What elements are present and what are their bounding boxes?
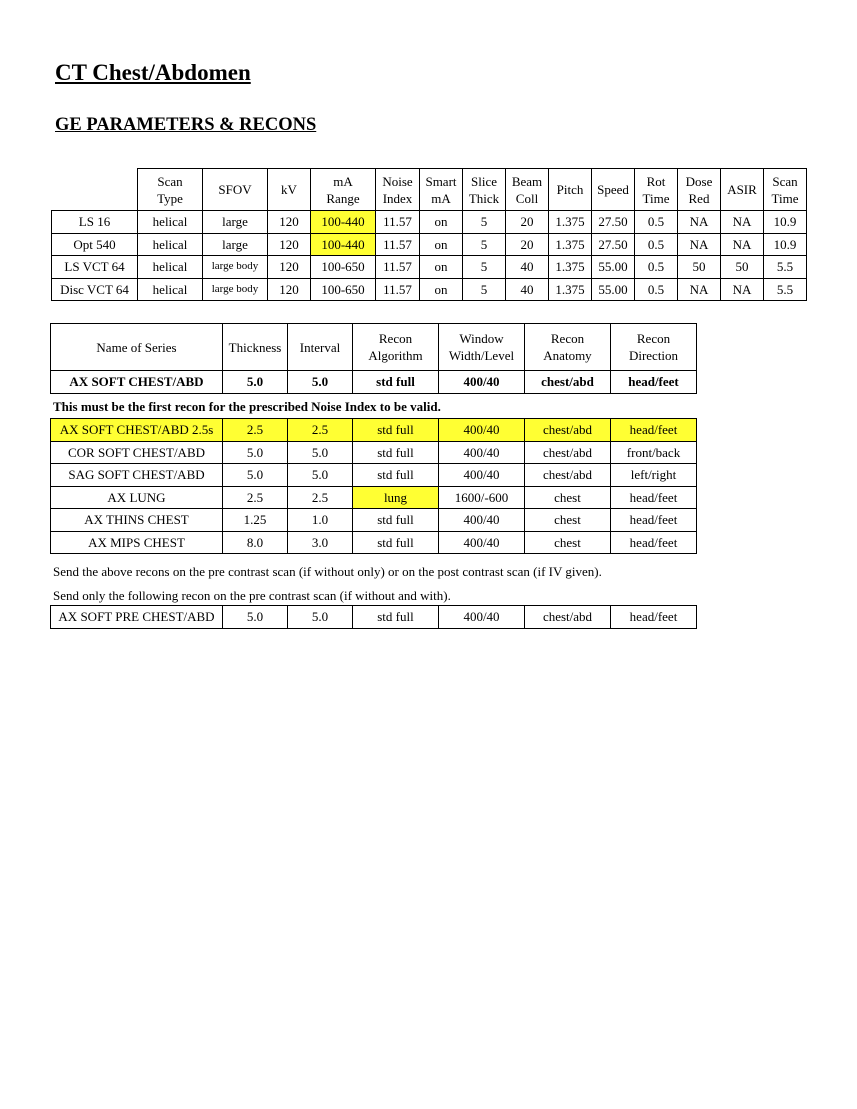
params-cell: 0.5 [635, 233, 678, 256]
params-cell: 0.5 [635, 211, 678, 234]
recons-header-cell: Recon Algorithm [353, 324, 439, 371]
recons-cell: std full [353, 531, 439, 554]
params-header-cell: Scan Time [764, 169, 807, 211]
recons-row [51, 441, 697, 464]
params-cell: 100-650 [311, 278, 376, 301]
recons-header-cell: Name of Series [51, 324, 223, 371]
params-cell: NA [678, 233, 721, 256]
params-cell: Opt 540 [52, 233, 138, 256]
recons-cell: AX SOFT PRE CHEST/ABD [51, 606, 223, 629]
recons-cell: AX THINS CHEST [51, 509, 223, 532]
params-cell: 5 [463, 278, 506, 301]
params-cell: large [203, 211, 268, 234]
params-cell: NA [721, 233, 764, 256]
params-header-cell: Beam Coll [506, 169, 549, 211]
params-header-cell: ASIR [721, 169, 764, 211]
recons-cell: std full [353, 441, 439, 464]
recons-cell: 1.0 [288, 509, 353, 532]
params-cell: large body [203, 278, 268, 301]
params-cell: 5 [463, 211, 506, 234]
recons-cell: 5.0 [223, 441, 288, 464]
recons-cell: 2.5 [223, 419, 288, 442]
section-title: GE PARAMETERS & RECONS [55, 115, 317, 135]
params-cell-highlighted: 100-440 [311, 233, 376, 256]
params-cell: 100-650 [311, 256, 376, 279]
recons-cell: 1.25 [223, 509, 288, 532]
params-cell: 5 [463, 233, 506, 256]
recons-cell: chest [525, 531, 611, 554]
recons-cell: 400/40 [439, 464, 525, 487]
recons-cell: AX SOFT CHEST/ABD [51, 371, 223, 394]
recons-cell: chest [525, 509, 611, 532]
recons-cell: 400/40 [439, 509, 525, 532]
params-row-opt540 [52, 233, 807, 256]
params-cell: helical [138, 278, 203, 301]
recons-header-cell: Recon Anatomy [525, 324, 611, 371]
params-header-blank [52, 169, 138, 211]
params-cell: 5.5 [764, 256, 807, 279]
params-cell: on [420, 233, 463, 256]
recons-cell: 2.5 [288, 486, 353, 509]
params-cell: LS 16 [52, 211, 138, 234]
recons-cell: AX LUNG [51, 486, 223, 509]
recons-row [51, 464, 697, 487]
recons-cell: head/feet [611, 486, 697, 509]
recons-cell-highlighted: lung [353, 486, 439, 509]
recons-cell: chest/abd [525, 606, 611, 629]
params-row-ls16 [52, 211, 807, 234]
params-header-cell: Smart mA [420, 169, 463, 211]
params-cell: on [420, 256, 463, 279]
params-cell: 0.5 [635, 278, 678, 301]
params-cell: 50 [721, 256, 764, 279]
recons-cell: 3.0 [288, 531, 353, 554]
params-cell: 27.50 [592, 233, 635, 256]
recons-header-row [51, 324, 697, 371]
params-cell: on [420, 278, 463, 301]
params-header-cell: Slice Thick [463, 169, 506, 211]
recons-row-highlighted [51, 419, 697, 442]
recons-cell: 5.0 [288, 464, 353, 487]
params-cell: 40 [506, 256, 549, 279]
send-only-note: Send only the following recon on the pre contrast scan (if without and with). [53, 588, 451, 603]
params-cell: NA [721, 211, 764, 234]
scan-parameters-table [51, 168, 807, 301]
params-cell: 10.9 [764, 233, 807, 256]
params-cell: NA [678, 278, 721, 301]
recons-cell: front/back [611, 441, 697, 464]
params-cell-highlighted: 100-440 [311, 211, 376, 234]
recons-cell: SAG SOFT CHEST/ABD [51, 464, 223, 487]
recons-cell: chest/abd [525, 419, 611, 442]
params-cell: 10.9 [764, 211, 807, 234]
params-cell: 11.57 [376, 233, 420, 256]
recons-cell: std full [353, 509, 439, 532]
recons-cell: 2.5 [223, 486, 288, 509]
params-header-cell: Pitch [549, 169, 592, 211]
params-cell: 50 [678, 256, 721, 279]
page-title: CT Chest/Abdomen [55, 60, 251, 85]
params-header-cell: Noise Index [376, 169, 420, 211]
params-cell: helical [138, 256, 203, 279]
recons-cell: 5.0 [288, 441, 353, 464]
params-row-lsvct64 [52, 256, 807, 279]
recons-header-cell: Interval [288, 324, 353, 371]
params-cell: 120 [268, 278, 311, 301]
recons-cell: 400/40 [439, 419, 525, 442]
recons-cell: 8.0 [223, 531, 288, 554]
params-cell: 55.00 [592, 278, 635, 301]
params-cell: 5 [463, 256, 506, 279]
params-header-cell: Scan Type [138, 169, 203, 211]
recons-cell: AX SOFT CHEST/ABD 2.5s [51, 419, 223, 442]
recons-cell: 5.0 [223, 371, 288, 394]
recons-cell: head/feet [611, 606, 697, 629]
params-cell: 1.375 [549, 278, 592, 301]
params-cell: on [420, 211, 463, 234]
recons-cell: head/feet [611, 419, 697, 442]
params-header-cell: SFOV [203, 169, 268, 211]
params-cell: large [203, 233, 268, 256]
recons-cell: head/feet [611, 531, 697, 554]
recons-table [50, 323, 697, 394]
recons-row [51, 486, 697, 509]
params-cell: Disc VCT 64 [52, 278, 138, 301]
params-header-cell: Dose Red [678, 169, 721, 211]
recons-cell: COR SOFT CHEST/ABD [51, 441, 223, 464]
recons-cell: 5.0 [223, 464, 288, 487]
recons-cell: left/right [611, 464, 697, 487]
params-cell: 11.57 [376, 256, 420, 279]
send-above-note: Send the above recons on the pre contrast scan (if without only) or on the post contrast scan (if IV given). [53, 564, 602, 579]
recons-header-cell: Window Width/Level [439, 324, 525, 371]
recons-cell: 5.0 [288, 606, 353, 629]
recons-cell: std full [353, 464, 439, 487]
params-cell: 1.375 [549, 211, 592, 234]
params-header-cell: Speed [592, 169, 635, 211]
recons-cell: 400/40 [439, 531, 525, 554]
params-header-row [52, 169, 807, 211]
recons-cell: 1600/-600 [439, 486, 525, 509]
params-cell: large body [203, 256, 268, 279]
params-cell: 55.00 [592, 256, 635, 279]
params-cell: 1.375 [549, 233, 592, 256]
recons-cell: chest/abd [525, 464, 611, 487]
params-cell: NA [678, 211, 721, 234]
params-cell: 11.57 [376, 211, 420, 234]
recons-row [51, 531, 697, 554]
params-cell: LS VCT 64 [52, 256, 138, 279]
params-cell: 1.375 [549, 256, 592, 279]
recons-additional-table [50, 418, 697, 554]
params-cell: 120 [268, 211, 311, 234]
recons-cell: chest/abd [525, 441, 611, 464]
recons-cell: 5.0 [288, 371, 353, 394]
recons-cell: 400/40 [439, 441, 525, 464]
recons-cell: std full [353, 371, 439, 394]
params-cell: helical [138, 233, 203, 256]
recons-header-cell: Recon Direction [611, 324, 697, 371]
params-cell: 120 [268, 256, 311, 279]
recons-cell: std full [353, 419, 439, 442]
params-header-cell: kV [268, 169, 311, 211]
recons-cell: head/feet [611, 509, 697, 532]
recons-pre-row [51, 606, 697, 629]
recons-cell: 2.5 [288, 419, 353, 442]
recons-first-row [51, 371, 697, 394]
params-header-cell: mA Range [311, 169, 376, 211]
params-row-discvct64 [52, 278, 807, 301]
recons-cell: 400/40 [439, 371, 525, 394]
recons-cell: chest [525, 486, 611, 509]
params-cell: 40 [506, 278, 549, 301]
first-recon-note: This must be the first recon for the prescribed Noise Index to be valid. [53, 399, 441, 414]
params-cell: 5.5 [764, 278, 807, 301]
params-cell: 20 [506, 233, 549, 256]
recons-cell: chest/abd [525, 371, 611, 394]
params-cell: 20 [506, 211, 549, 234]
recons-cell: std full [353, 606, 439, 629]
params-cell: 11.57 [376, 278, 420, 301]
params-cell: helical [138, 211, 203, 234]
recons-header-cell: Thickness [223, 324, 288, 371]
params-cell: 0.5 [635, 256, 678, 279]
params-cell: 120 [268, 233, 311, 256]
params-cell: 27.50 [592, 211, 635, 234]
params-header-cell: Rot Time [635, 169, 678, 211]
recons-cell: head/feet [611, 371, 697, 394]
recons-row [51, 509, 697, 532]
recons-cell: 400/40 [439, 606, 525, 629]
recons-cell: 5.0 [223, 606, 288, 629]
recons-pre-contrast-table [50, 605, 697, 629]
recons-cell: AX MIPS CHEST [51, 531, 223, 554]
params-cell: NA [721, 278, 764, 301]
